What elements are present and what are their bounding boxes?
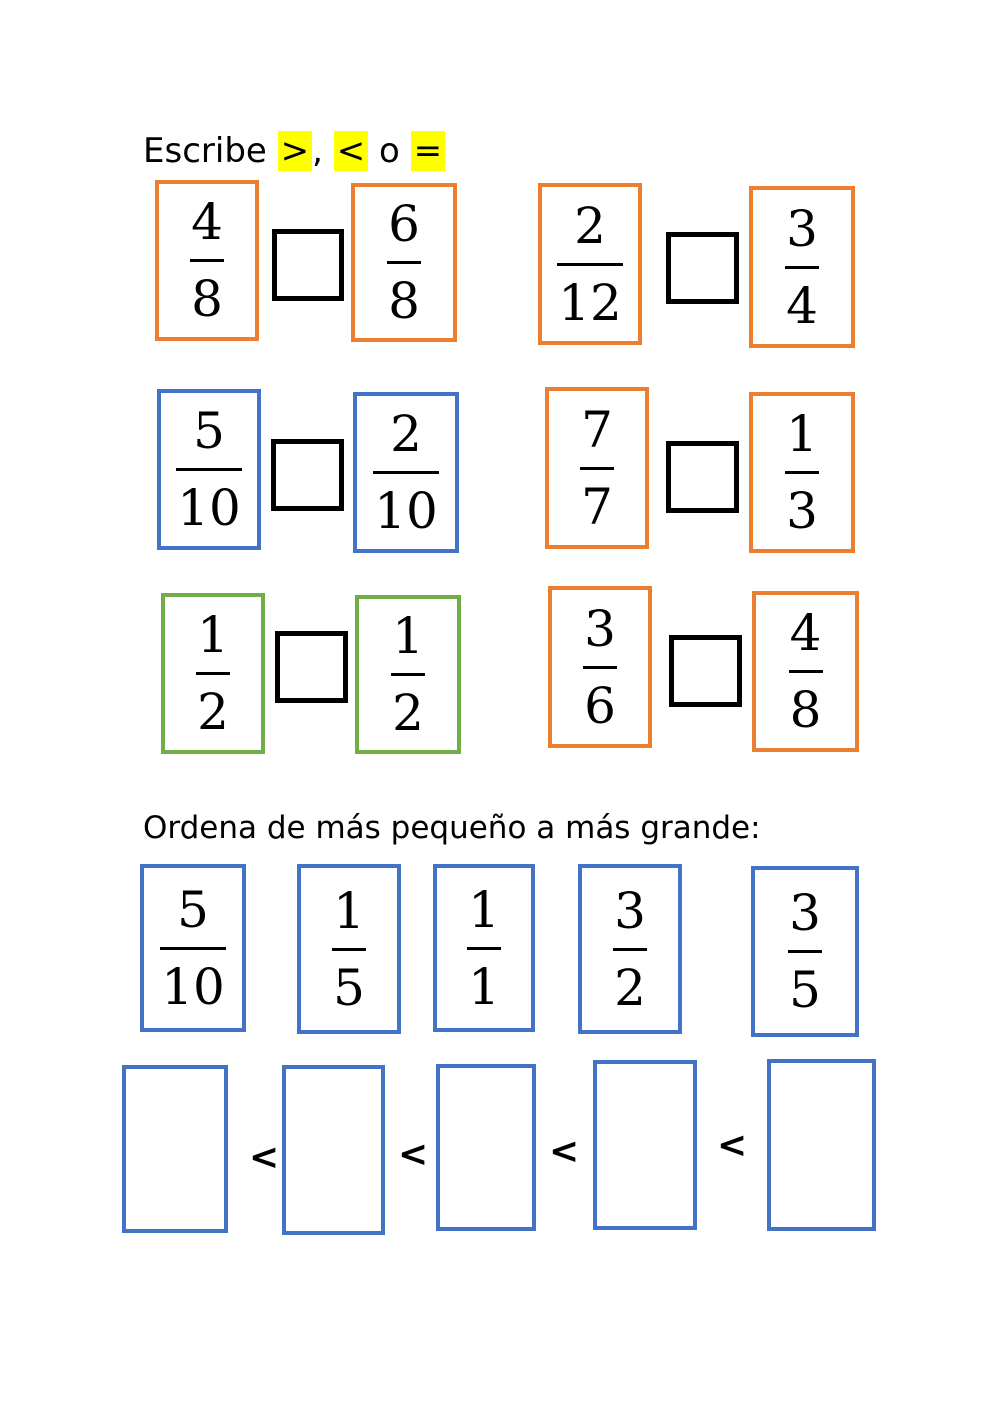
less-than-sign: < xyxy=(249,1137,280,1178)
numerator: 3 xyxy=(584,599,616,658)
order-slot-2[interactable] xyxy=(282,1065,385,1235)
fraction-card xyxy=(161,593,265,754)
numerator: 4 xyxy=(789,604,822,662)
fraction-bar xyxy=(613,948,647,951)
denominator: 10 xyxy=(161,957,225,1016)
fraction-card xyxy=(353,392,459,553)
numerator: 5 xyxy=(177,880,209,939)
numerator: 1 xyxy=(392,607,424,665)
fraction-card xyxy=(545,387,649,549)
order-slot-5[interactable] xyxy=(767,1059,876,1231)
fraction-bar xyxy=(373,471,439,474)
comparison-answer-box[interactable] xyxy=(669,635,742,707)
denominator: 3 xyxy=(786,482,818,540)
numerator: 3 xyxy=(786,199,818,258)
order-fraction-card[interactable] xyxy=(140,864,246,1032)
numerator: 5 xyxy=(193,402,225,460)
numerator: 2 xyxy=(390,405,422,463)
denominator: 5 xyxy=(333,958,365,1017)
less-than-sign: < xyxy=(717,1125,748,1166)
fraction-bar xyxy=(580,467,614,470)
fraction-card xyxy=(538,183,642,345)
less-than-symbol: < xyxy=(334,131,369,171)
fraction-bar xyxy=(391,673,425,676)
comparison-answer-box[interactable] xyxy=(271,439,344,511)
less-than-sign: < xyxy=(549,1131,580,1172)
fraction-bar xyxy=(190,259,224,262)
fraction-card xyxy=(548,586,652,748)
numerator: 1 xyxy=(197,606,229,664)
fraction-bar xyxy=(785,471,819,474)
comparison-answer-box[interactable] xyxy=(272,229,344,301)
numerator: 4 xyxy=(191,193,223,251)
denominator: 6 xyxy=(584,676,616,735)
denominator: 8 xyxy=(191,270,223,328)
fraction-card xyxy=(749,186,855,348)
order-fraction-card[interactable] xyxy=(433,864,535,1032)
denominator: 8 xyxy=(789,681,822,739)
equal-symbol: = xyxy=(411,131,446,171)
comma-separator: , xyxy=(312,131,334,171)
fraction-card xyxy=(355,595,461,754)
fraction-bar xyxy=(557,263,623,266)
denominator: 2 xyxy=(614,958,646,1017)
numerator: 3 xyxy=(789,884,821,942)
order-slot-1[interactable] xyxy=(122,1065,228,1233)
numerator: 2 xyxy=(574,196,606,255)
order-slot-3[interactable] xyxy=(436,1064,536,1231)
fraction-card xyxy=(157,389,261,550)
fraction-bar xyxy=(176,468,242,471)
denominator: 2 xyxy=(197,683,229,741)
denominator: 12 xyxy=(558,273,622,332)
instruction-order: Ordena de más pequeño a más grande: xyxy=(143,810,761,846)
numerator: 7 xyxy=(581,400,613,459)
fraction-bar xyxy=(332,948,366,951)
fraction-bar xyxy=(467,947,501,950)
fraction-bar xyxy=(196,672,230,675)
comparison-answer-box[interactable] xyxy=(275,631,348,703)
less-than-sign: < xyxy=(398,1134,429,1175)
order-fraction-card[interactable] xyxy=(297,864,401,1034)
order-fraction-card[interactable] xyxy=(751,866,859,1037)
fraction-bar xyxy=(785,266,819,269)
fraction-bar xyxy=(789,670,823,673)
numerator: 6 xyxy=(388,195,420,253)
numerator: 1 xyxy=(468,880,500,939)
denominator: 7 xyxy=(581,477,613,536)
denominator: 4 xyxy=(786,276,818,335)
fraction-bar xyxy=(583,666,617,669)
fraction-bar xyxy=(387,261,421,264)
fraction-card xyxy=(155,180,259,341)
instruction-compare xyxy=(143,131,445,171)
order-slot-4[interactable] xyxy=(593,1060,697,1230)
denominator: 10 xyxy=(374,482,438,540)
denominator: 8 xyxy=(388,272,420,330)
denominator: 10 xyxy=(177,479,241,537)
fraction-bar xyxy=(160,947,226,950)
denominator: 1 xyxy=(468,957,500,1016)
fraction-card xyxy=(752,591,859,752)
fraction-card xyxy=(749,392,855,553)
numerator: 1 xyxy=(333,881,365,940)
comparison-answer-box[interactable] xyxy=(666,441,739,513)
fraction-card xyxy=(351,183,457,342)
denominator: 2 xyxy=(392,684,424,742)
comparison-answer-box[interactable] xyxy=(666,232,739,304)
numerator: 1 xyxy=(786,405,818,463)
order-fraction-card[interactable] xyxy=(578,864,682,1034)
denominator: 5 xyxy=(789,961,821,1019)
or-word: o xyxy=(368,131,411,171)
numerator: 3 xyxy=(614,881,646,940)
greater-than-symbol: > xyxy=(278,131,313,171)
fraction-bar xyxy=(788,950,822,953)
instruction-prefix: Escribe xyxy=(143,131,278,171)
